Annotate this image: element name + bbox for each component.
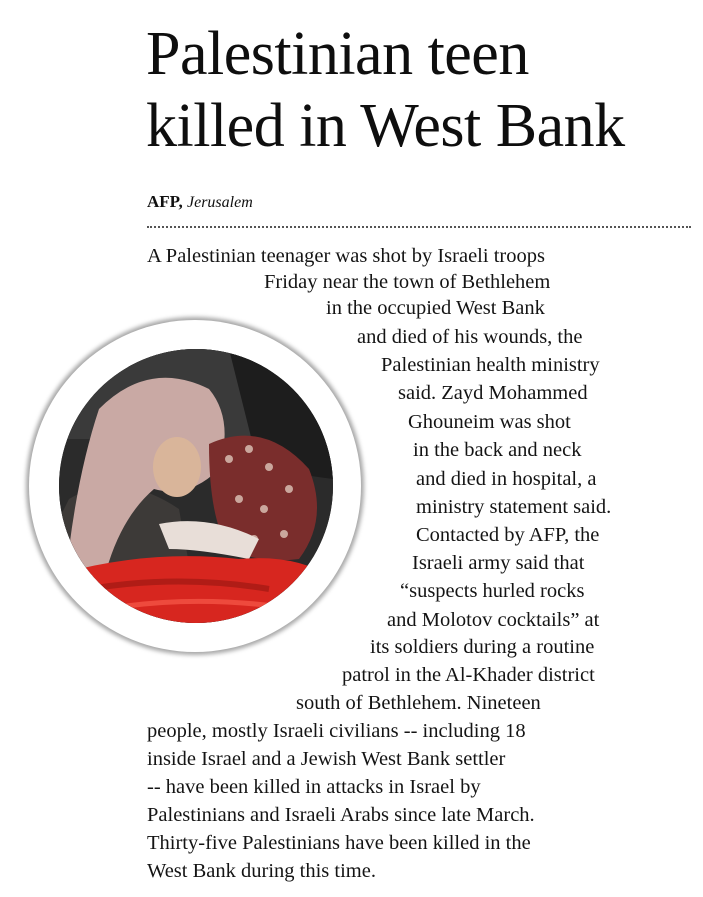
body-line-13: “suspects hurled rocks <box>400 580 585 602</box>
body-line-23: West Bank during this time. <box>147 860 376 882</box>
body-line-9: and died in hospital, a <box>416 468 597 490</box>
body-line-12: Israeli army said that <box>412 552 585 574</box>
photo-illustration <box>59 349 333 623</box>
body-line-4: and died of his wounds, the <box>357 326 583 348</box>
body-line-22: Thirty-five Palestinians have been killed in the <box>147 832 531 854</box>
body-line-3: in the occupied West Bank <box>326 297 545 319</box>
body-line-6: said. Zayd Mohammed <box>398 382 588 404</box>
body-line-11: Contacted by AFP, the <box>416 524 600 546</box>
body-line-2: Friday near the town of Bethlehem <box>264 271 551 293</box>
body-line-15: its soldiers during a routine <box>370 636 595 658</box>
body-line-18: people, mostly Israeli civilians -- including 18 <box>147 720 526 742</box>
body-line-19: inside Israel and a Jewish West Bank settler <box>147 748 506 770</box>
body-line-20: -- have been killed in attacks in Israel by <box>147 776 481 798</box>
headline <box>146 18 625 162</box>
headline-line-2: killed in West Bank <box>146 92 625 160</box>
byline-location: Jerusalem <box>187 194 253 211</box>
byline-agency: AFP, <box>147 192 183 211</box>
body-line-21: Palestinians and Israeli Arabs since late March. <box>147 804 535 826</box>
dotted-divider <box>147 226 691 228</box>
body-line-7: Ghouneim was shot <box>408 411 571 433</box>
body-line-1: A Palestinian teenager was shot by Israeli troops <box>147 245 545 267</box>
body-line-5: Palestinian health ministry <box>381 354 600 376</box>
byline <box>147 191 253 214</box>
body-line-17: south of Bethlehem. Nineteen <box>296 692 541 714</box>
body-line-16: patrol in the Al-Khader district <box>342 664 595 686</box>
body-line-8: in the back and neck <box>413 439 582 461</box>
body-line-10: ministry statement said. <box>416 496 612 518</box>
body-line-14: and Molotov cocktails” at <box>387 609 600 631</box>
headline-line-1: Palestinian teen <box>146 20 529 88</box>
news-photo <box>59 349 333 623</box>
